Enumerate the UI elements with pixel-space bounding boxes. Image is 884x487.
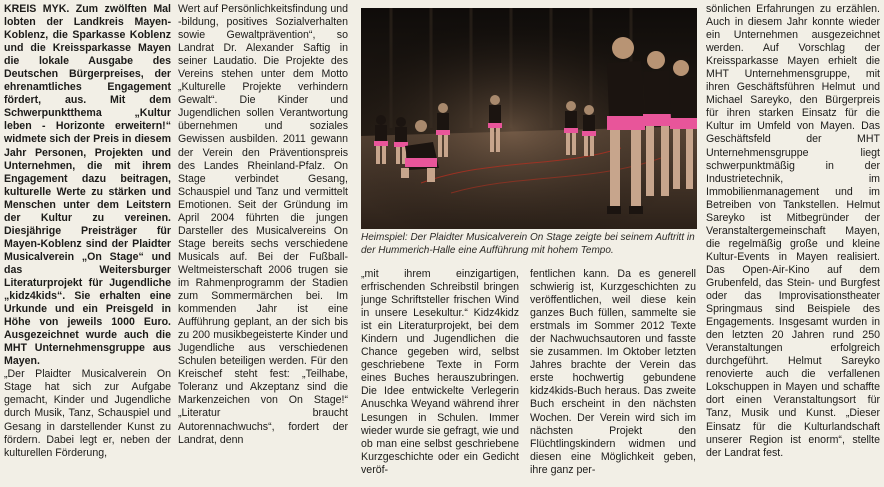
article-paragraph: „mit ihrem einzigartigen, erfrischenden Schreibstil bringen junge Schriftsteller frischen Wind in unsere Lesekultur.“ Kidz4kidz ist ein Literaturprojekt, bei dem Kindern und Jugendlichen die Chance gegeben wird, selbst geschriebene Texte in Form eines Buches herauszubringen. Die Idee entwickelte Verlegerin Anuschka Weyand während ihrer Lesungen in Schulen. Immer wieder wurde sie gefragt, wie und ob man eine selbst geschriebene Kurzgeschichte oder ein Gedicht veröf- bbox=[361, 268, 519, 476]
photo-caption: Heimspiel: Der Plaidter Musicalverein On Stage zeigte bei seinem Auftritt in der Hummerich-Halle eine Aufführung mit hohem Tempo. bbox=[361, 232, 695, 256]
article-column-4 bbox=[530, 268, 696, 484]
article-paragraph: fentlichen kann. Da es generell schwierig ist, Kurzgeschichten zu veröffentlichen, weil diese kein ganzes Buch füllen, sammelte sie erstmals im Sommer 2012 Texte der Nachwuchsautoren und fasste sie zusammen. Im Oktober letzten Jahres brachte der Verein das erste hochwertig gebundene kidz4kids-Buch heraus. Das zweite Buch erscheint in den nächsten Wochen. Der Verein wird sich im nächsten Projekt den Flüchtlingskindern widmen und diesen eine Möglichkeit geben, ihre ganz per- bbox=[530, 268, 696, 476]
article-paragraph: sönlichen Erfahrungen zu erzählen. Auch in diesem Jahr konnte wieder ein Unternehmen ausgezeichnet werden. Auf Vorschlag der Kreissparkasse Mayen erhielt die MHT Unternehmensgruppe, mit ihren Geschäftsführen Helmut und Michael Sareyko, den Bürgerpreis für ihren starken Einsatz für die Kultur im Umfeld von Mayen. Das Geschäftsfeld der MHT Unternehmensgruppe liegt schwerpunktmäßig in der Industrietechnik, im Immobilienmanagement und im Betreiben von Tankstellen. Helmut Sareyko ist Mitbegründer der Veranstaltergemeinschaft Mayen, die regelmäßig große und kleine Kultur-Events in Mayen realisiert. Das Open-Air-Kino auf dem Grubenfeld, das Stein- und Burgfest oder das Improvisationstheater Springmaus sind Beispiele des Engagements. Insgesamt wurden in den letzten 20 Jahren rund 250 Veranstaltungen erfolgreich durchgeführt. Helmut Sareyko renovierte auch die verfallenen Lokschuppen in Mayen und schaffte dort einen Veranstaltungsort für Tanz, Musik und Kunst. „Dieser Einsatz für die Kulturlandschaft unserer Region ist enorm“, stellte der Landrat fest. bbox=[706, 3, 880, 459]
article-lead: KREIS MYK. Zum zwölften Mal lobten der Landkreis Mayen-Koblenz, die Sparkasse Koblenz und die Kreissparkasse Mayen die lokale Ausgabe des Deutschen Bürgerpreises, der ehrenamtliches Engagement fördert, aus. Mit dem Schwerpunktthema „Kultur leben - Horizonte erweitern!“ widmete sich der Preis in diesem Jahr Personen, Projekten und Unternehmen, die mit ihrem Engagement dazu beitragen, kulturelle Werte zu stärken und Menschen unter dem Leitstern der Kultur zu vereinen. Diesjährige Preisträger für Mayen-Koblenz sind der Plaidter Musicalverein „On Stage“ und das Weitersburger Literaturprojekt für Jugendliche „kidz4kids“. Sie erhalten eine Urkunde und ein Preisgeld in Höhe von jeweils 1000 Euro. Ausgezeichnet wurde auch die MHT Unternehmensgruppe aus Mayen. bbox=[4, 3, 171, 368]
article-paragraph: Wert auf Persönlichkeitsfindung und -bildung, positives Sozialverhalten sowie Gewaltprävention“, so Landrat Dr. Alexander Saftig in seiner Laudatio. Die Projekte des Vereins stehen unter dem Motto „Kulturelle Projekte verhindern Gewalt“. Die Kinder und Jugendlichen sollen Verantwortung übernehmen und soziales Gewissen ausbilden. 2011 gewann der Verein den Präventionspreis des Landes Rheinland-Pfalz. On Stage verbindet Gesang, Schauspiel und Tanz und vermittelt Emotionen. Seit der Gründung im April 2004 führten die jungen Darsteller des Musicalvereins On Stage bereits sechs verschiedene Musicals auf. Bei der Fußball-Weltmeisterschaft 2006 trugen sie im Rahmenprogramm der Stadien zum Sommermärchen bei. Im kommenden Jahr ist eine Aufführung geplant, an der sich bis zu 200 musikbegeisterte Kinder und Jugendliche aus verschiedenen Schulen beteiligen werden. Für den Kreischef steht fest: „Teilhabe, Toleranz und Akzeptanz sind die Markenzeichen von On Stage!“ „Literatur braucht Autorennachwuchs“, fordert der Landrat, denn bbox=[178, 3, 348, 446]
article-column-2 bbox=[178, 3, 348, 485]
article-column-3 bbox=[361, 268, 519, 484]
article-column-1 bbox=[4, 3, 171, 485]
article-paragraph: „Der Plaidter Musicalverein On Stage hat sich zur Aufgabe gemacht, Kinder und Jugendliche durch Musik, Tanz, Schauspiel und Gesang in darstellender Kunst zu fördern. Dabei legt er, neben der kulturellen Förderung, bbox=[4, 368, 171, 459]
article-column-5 bbox=[706, 3, 880, 485]
dancers-photo bbox=[361, 8, 697, 229]
stage-performance-image bbox=[361, 8, 697, 229]
